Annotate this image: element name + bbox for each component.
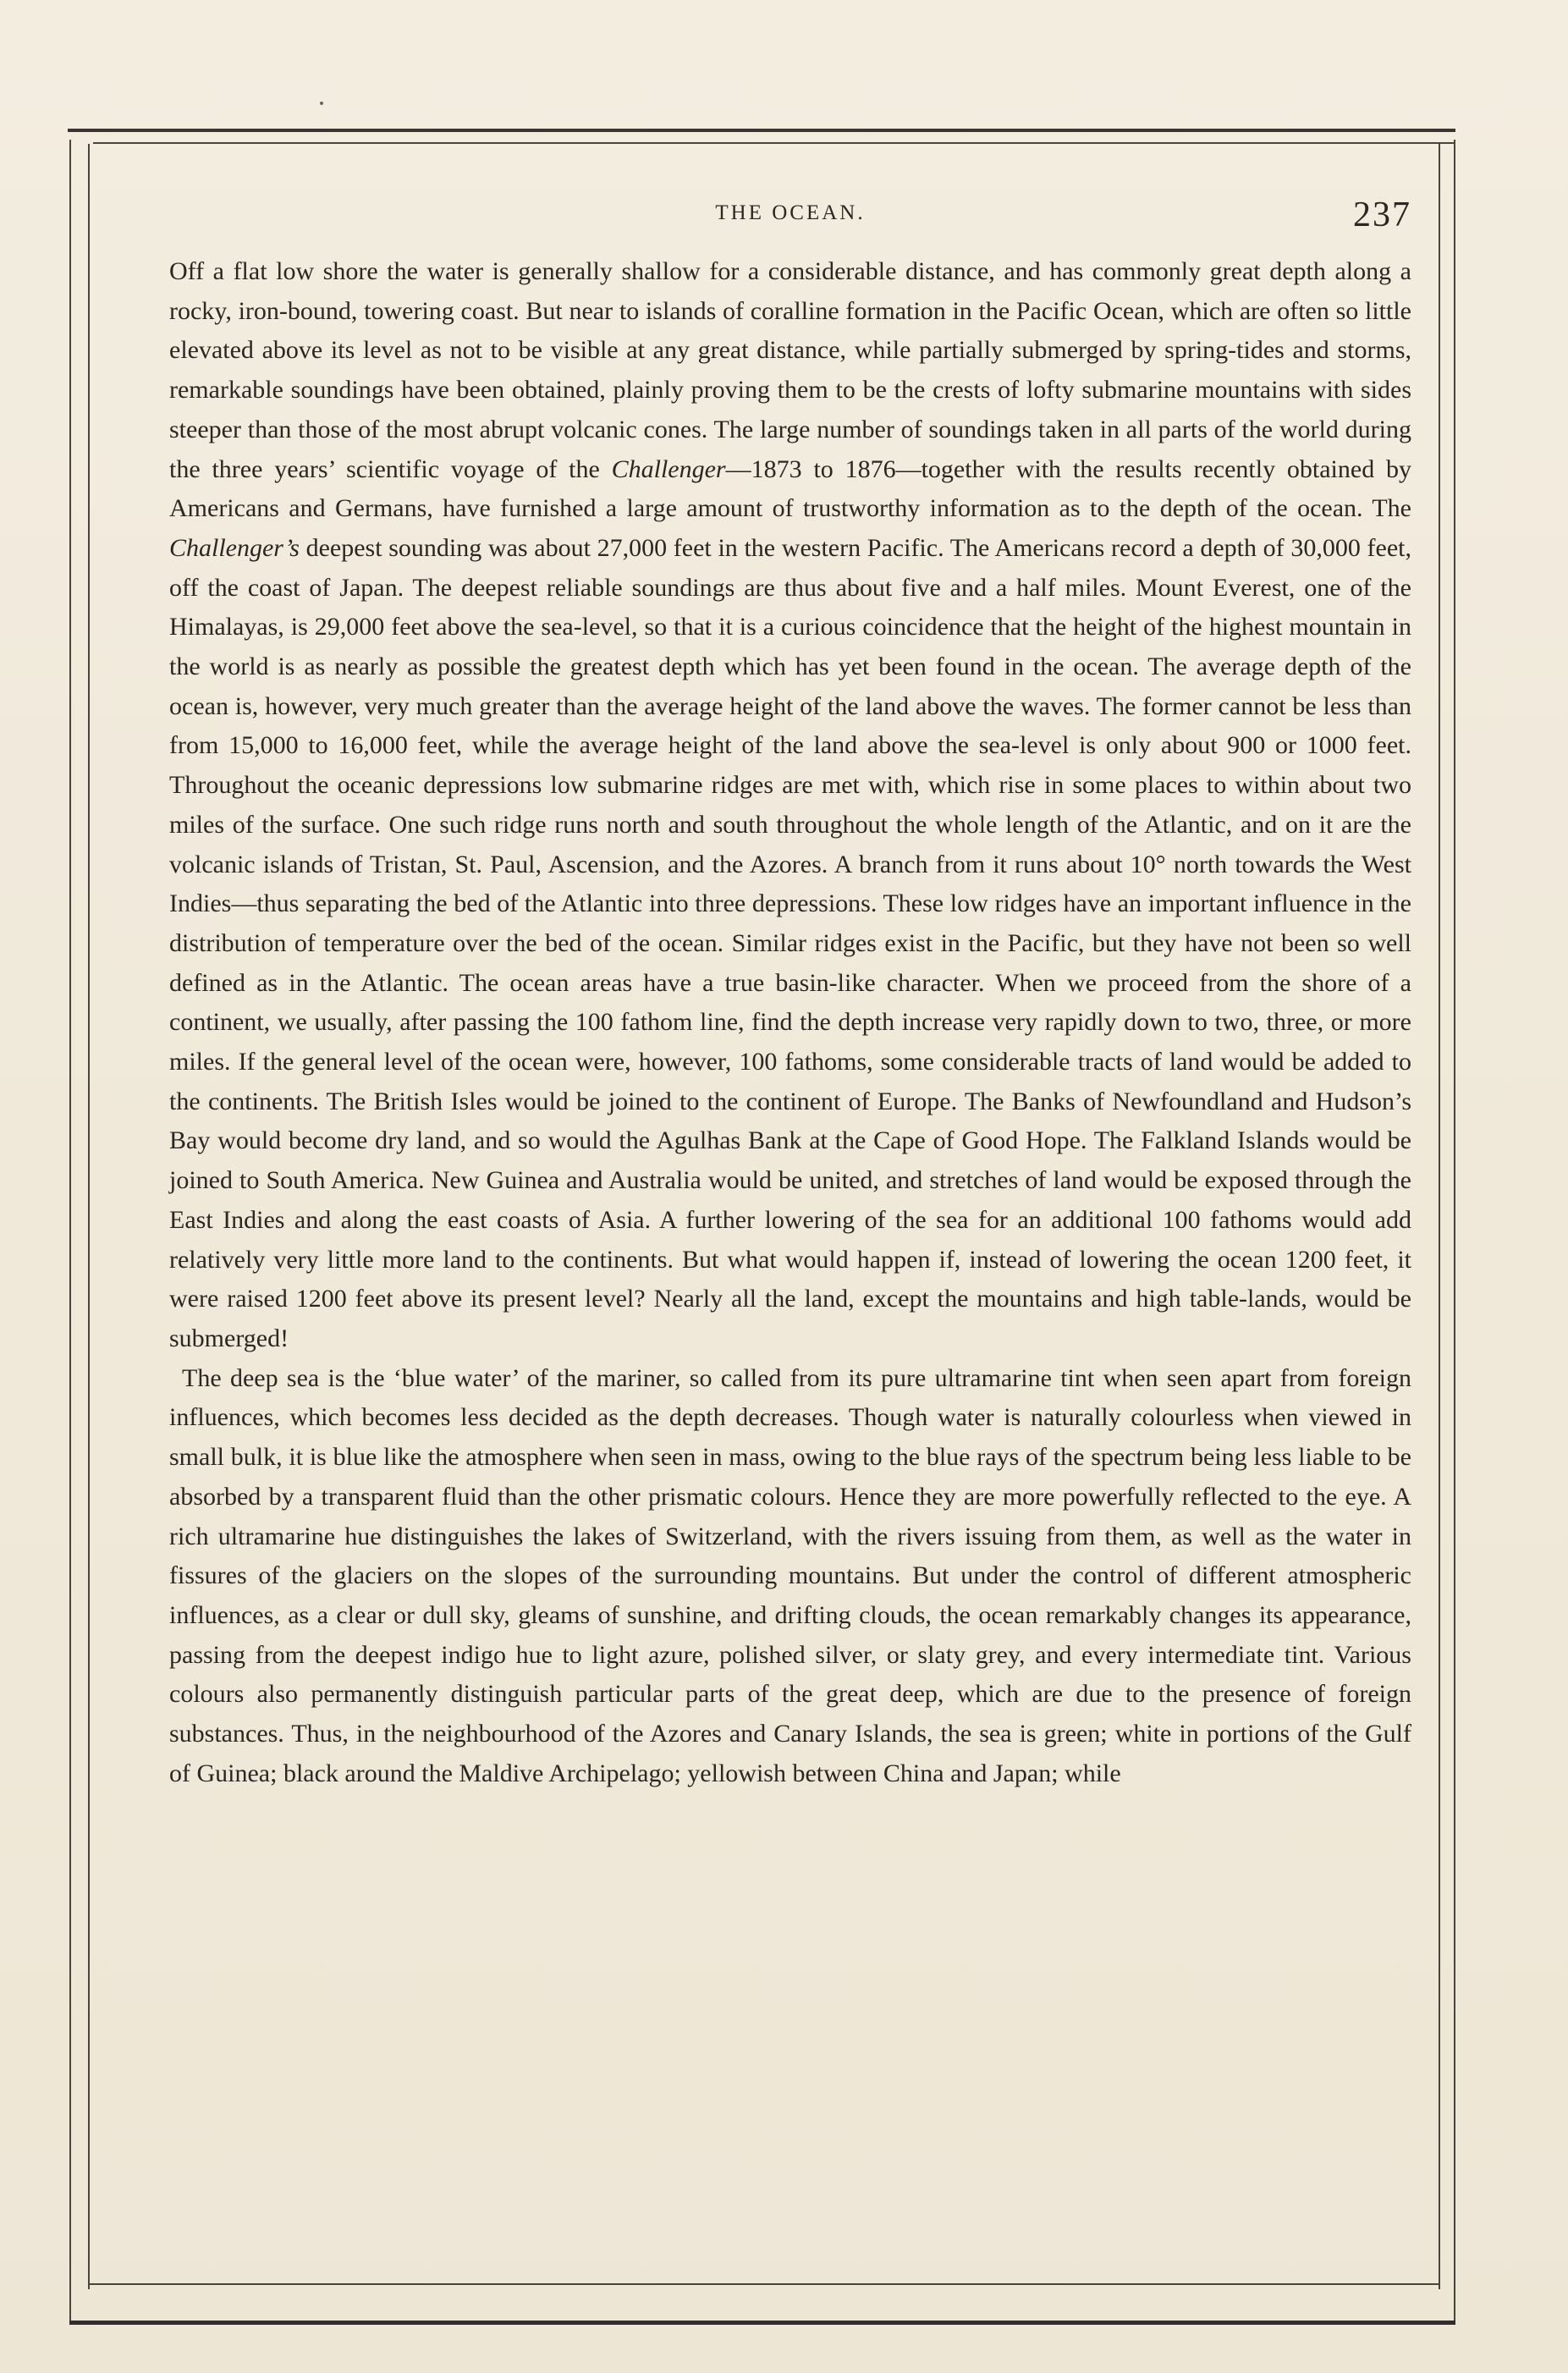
top-rule-thick — [68, 129, 1455, 132]
paragraph-1-part-3: deepest sounding was about 27,000 feet in the western Pacific. The Americans record a depth of 30,000 feet, off the coast of Japan. The deepest reliable soundings are thus about five and a half miles. Mount Everest, one of the Himalayas, is 29,000 feet above the sea-level, so that it is a curious coincidence that the height of the highest mountain in the world is as nearly as possible the greatest depth which has yet been found in the ocean. The average depth of the ocean is, however, very much greater than the average height of the land above the waves. The former cannot be less than from 15,000 to 16,000 feet, while the average height of the land above the sea-level is only about 900 or 1000 feet. Throughout the oceanic depressions low submarine ridges are met with, which rise in some places to within about two miles of the surface. One such ridge runs north and south throughout the whole length of the Atlantic, and on it are the volcanic islands of Tristan, St. Paul, Ascension, and the Azores. A branch from it runs about 10° north towards the West Indies—thus separating the bed of the Atlantic into three depressions. These low ridges have an important influence in the distribution of temperature over the bed of the ocean. Similar ridges exist in the Pacific, but they have not been so well defined as in the Atlantic. The ocean areas have a true basin-like character. When we proceed from the shore of a continent, we usually, after passing the 100 fathom line, find the depth increase very rapidly down to two, three, or more miles. If the general level of the ocean were, however, 100 fathoms, some considerable tracts of land would be added to the continents. The British Isles would be joined to the continent of Europe. The Banks of Newfoundland and Hudson’s Bay would become dry land, and so would the Agulhas Bank at the Cape of Good Hope. The Falkland Islands would be joined to South America. New Guinea and Australia would be united, and stretches of land would be exposed through the East Indies and along the east coasts of Asia. A further lowering of the sea for an additional 100 fathoms would add relatively very little more land to the continents. But what would happen if, instead of lowering the ocean 1200 feet, it were raised 1200 feet above its present level? Nearly all the land, except the mountains and high table-lands, would be submerged! — [169, 533, 1411, 1352]
paragraph-1-part-2: —1873 to 1876—together with the results recently obtained by Americans and Germans, have furnished a large amount of trustworthy information as to the depth of the ocean. The — [169, 454, 1412, 523]
challengers-italic: Challenger’s — [169, 533, 300, 562]
challenger-italic: Challenger — [611, 454, 726, 483]
frame-left-outer — [69, 140, 71, 2323]
page-number: 237 — [1353, 195, 1411, 234]
running-title: THE OCEAN. — [715, 201, 866, 224]
frame-right-outer — [1454, 140, 1455, 2323]
running-head — [169, 195, 1411, 237]
paragraph-1 — [169, 252, 1411, 1359]
speck — [320, 102, 323, 105]
frame-right-inner — [1439, 144, 1440, 2289]
bottom-rule-thin — [88, 2283, 1440, 2285]
paragraph-2: The deep sea is the ‘blue water’ of the mariner, so called from its pure ultramarine tint when seen apart from foreign influences, which becomes less decided as the depth decreases. Though water is naturally colourless when viewed in small bulk, it is blue like the atmosphere when seen in mass, owing to the blue rays of the spectrum being less liable to be absorbed by a transparent fluid than the other prismatic colours. Hence they are more powerfully reflected to the eye. A rich ultramarine hue distinguishes the lakes of Switzerland, with the rivers issuing from them, as well as the water in fissures of the glaciers on the slopes of the surrounding mountains. But under the control of different atmospheric influences, as a clear or dull sky, gleams of sunshine, and drifting clouds, the ocean remarkably changes its appearance, passing from the deepest indigo hue to light azure, polished silver, or slaty grey, and every intermediate tint. Various colours also permanently distinguish particular parts of the great deep, which are due to the presence of foreign substances. Thus, in the neighbourhood of the Azores and Canary Islands, the sea is green; white in portions of the Gulf of Guinea; black around the Maldive Archipelago; yellowish between China and Japan; while — [169, 1363, 1411, 1787]
frame-left-inner — [88, 144, 90, 2289]
body-text — [169, 252, 1411, 1793]
bottom-rule-thick — [69, 2321, 1455, 2325]
top-rule-thin — [93, 142, 1455, 144]
paragraph-1-part-1: Off a flat low shore the water is generally shallow for a considerable distance, and has commonly great depth along a rocky, iron-bound, towering coast. But near to islands of coralline formation in the Pacific Ocean, which are often so little elevated above its level as not to be visible at any great distance, while partially submerged by spring-tides and storms, remarkable soundings have been obtained, plainly proving them to be the crests of lofty submarine mountains with sides steeper than those of the most abrupt volcanic cones. The large number of soundings taken in all parts of the world during the three years’ scientific voyage of the — [169, 257, 1411, 483]
